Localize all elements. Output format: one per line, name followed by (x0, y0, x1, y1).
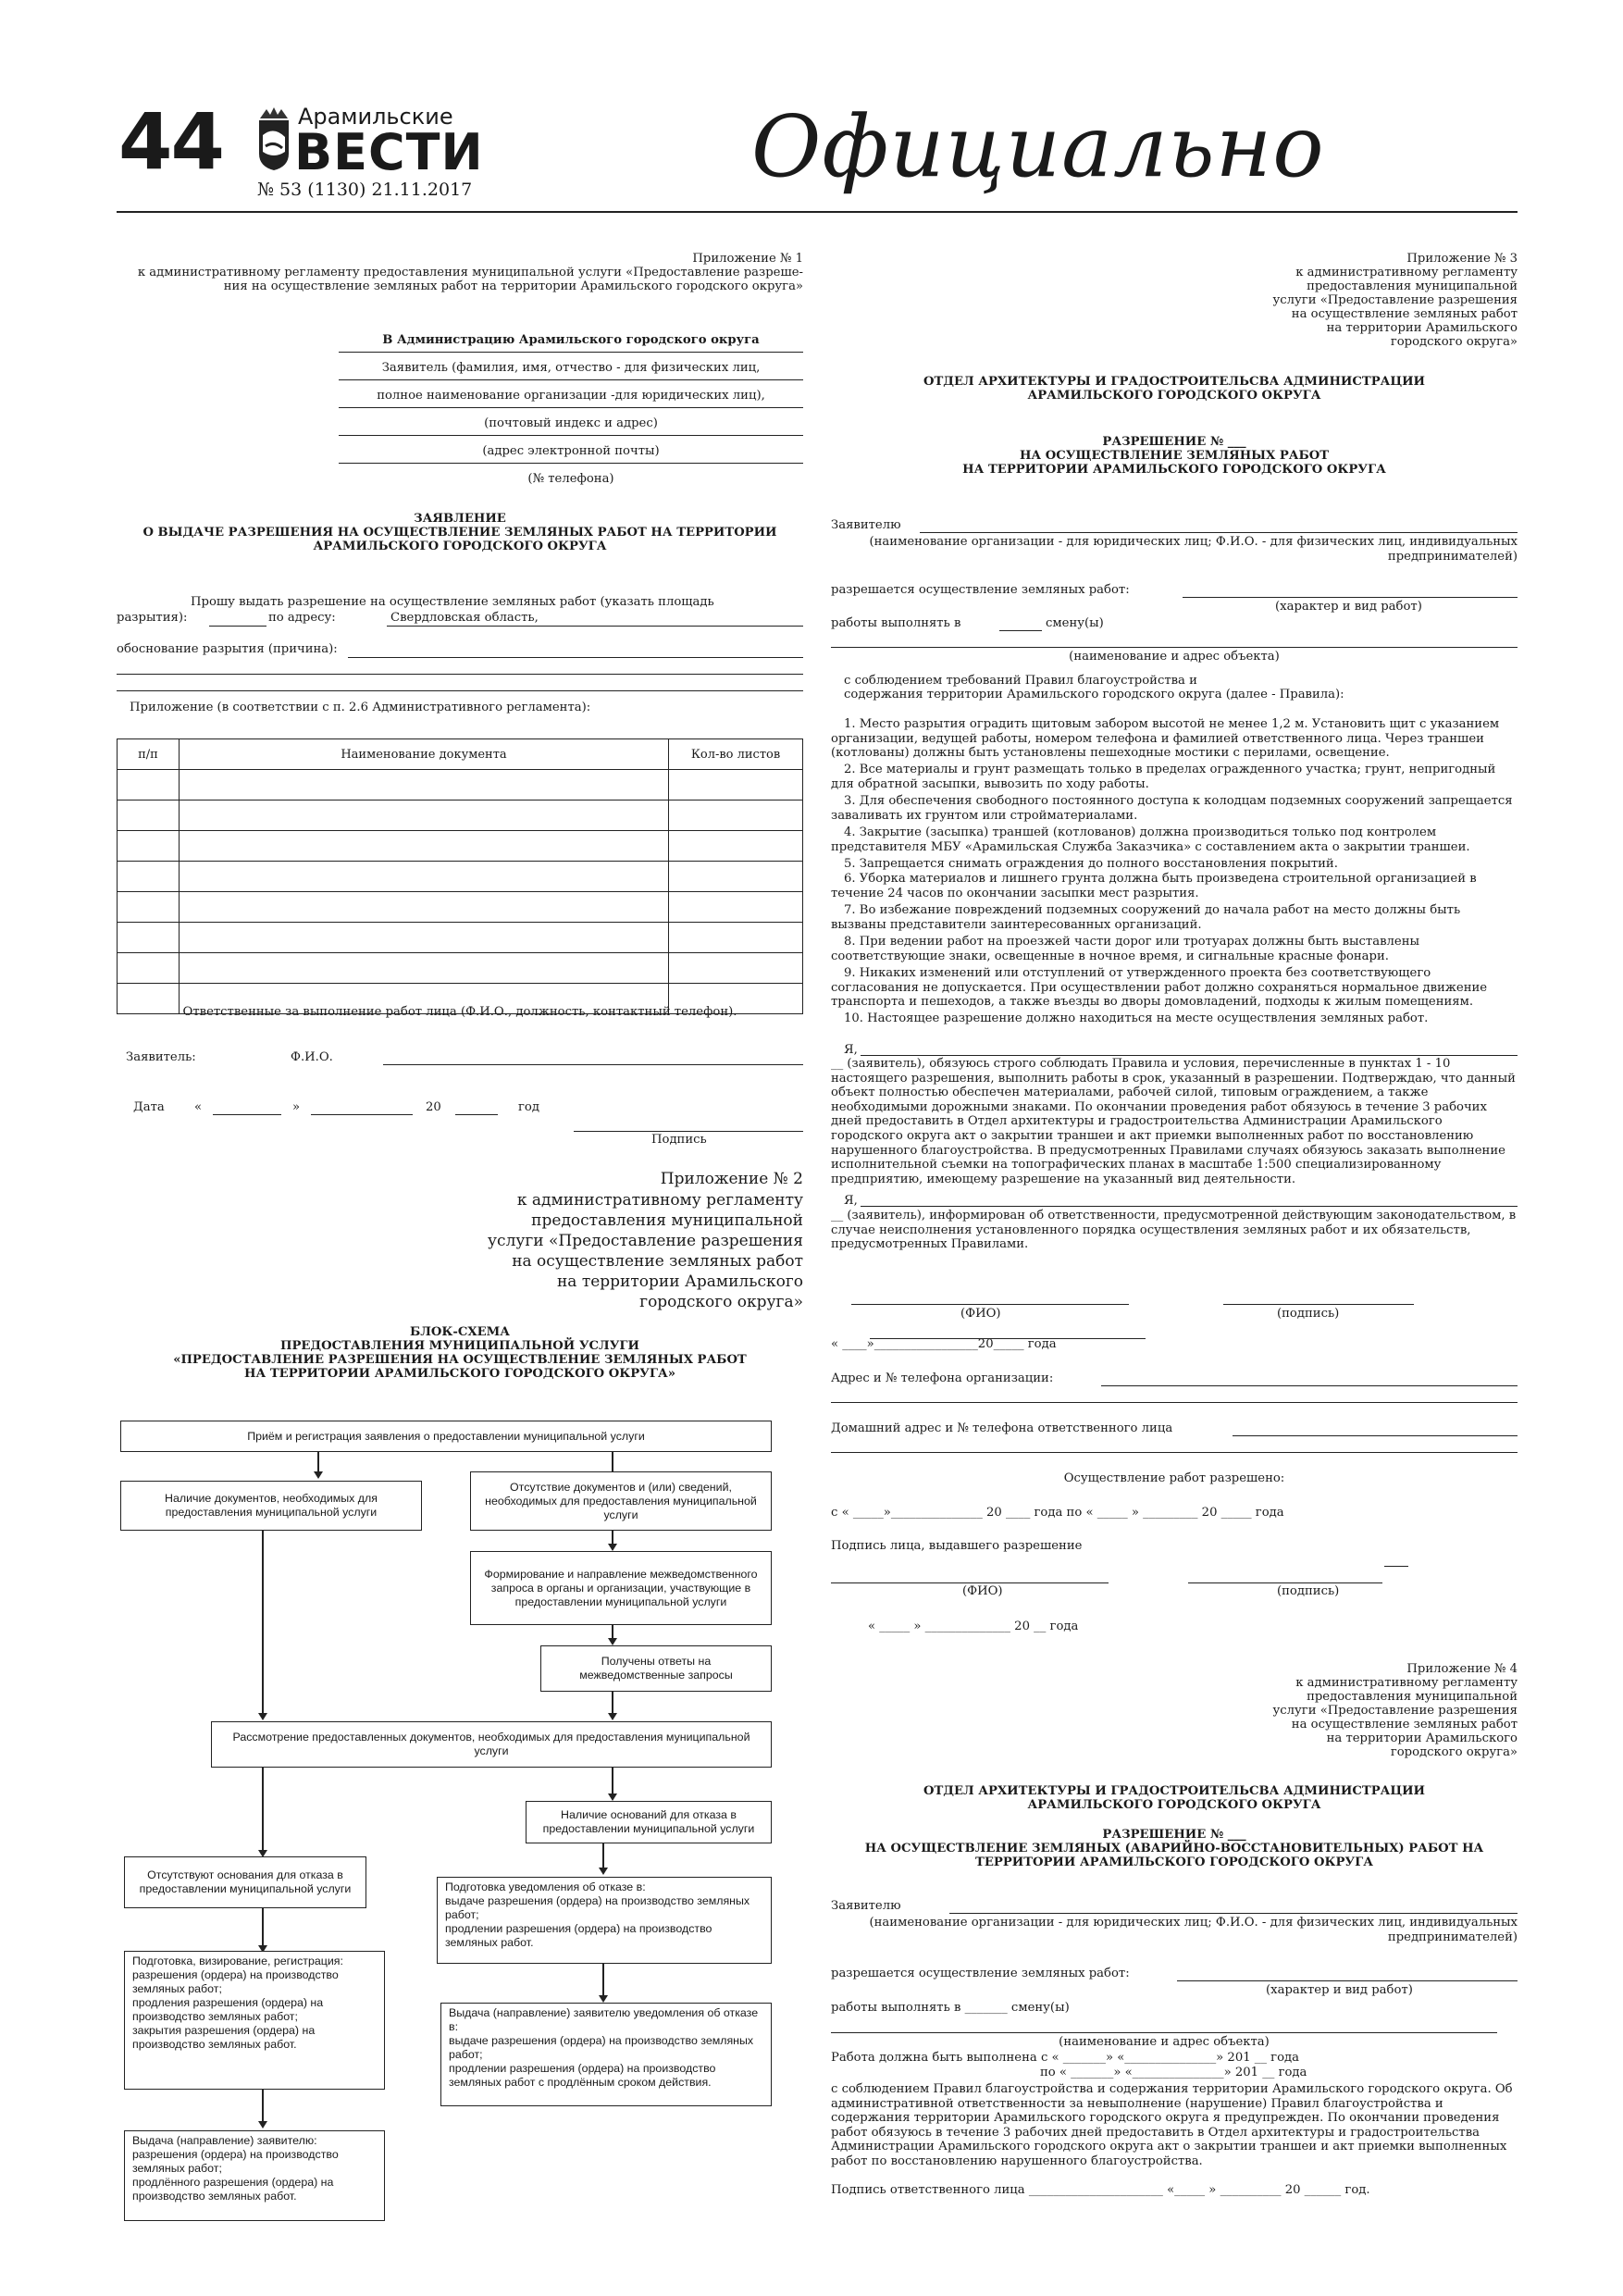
arrow-down-icon (599, 1995, 608, 2003)
app3-home-address: Домашний адрес и № телефона ответственного лица (831, 1421, 1173, 1435)
app1-title: ЗАЯВЛЕНИЕ (414, 512, 506, 526)
app1-field-label: Заявитель (фамилия, имя, отчество - для физических лиц, (381, 361, 761, 375)
app2-header-line: на осуществление земляных работ (512, 1252, 803, 1271)
app4-object-line[interactable] (831, 2032, 1497, 2033)
table-cell[interactable] (669, 923, 803, 953)
app1-field-line (339, 407, 803, 408)
app4-department: ОТДЕЛ АРХИТЕКТУРЫ И ГРАДОСТРОИТЕЛЬСВА АДМИНИСТРАЦИИ (923, 1784, 1426, 1798)
app3-item: 3. Для обеспечения свободного постоянного доступа к колодцам подземных сооружений запрещается заваливать их грунтом или стройматериалами. (831, 794, 1513, 823)
app4-body: с соблюдением Правил благоустройства и содержания территории Арамильского городского округа. Об административной ответственности за невыполнение (нарушение) Правил благоустройства и содержания территории Арамильского городского округа я предупрежден. По окончании проведения работ обязуюсь в течение 3 рабочих дней предоставить в Отдел архитектуры и градостроительства Администрации Арамильского городского округа акт о закрытии траншеи и акт приемки выполненных работ по восстановлению нарушенного благоустройства. (831, 2082, 1513, 2168)
app3-title: НА ТЕРРИТОРИИ АРАМИЛЬСКОГО ГОРОДСКОГО ОКРУГА (962, 463, 1386, 477)
app1-documents-table (117, 738, 803, 1014)
app3-signer: Подпись лица, выдавшего разрешение (831, 1539, 1083, 1553)
app1-reason: обоснование разрытия (причина): (117, 642, 338, 656)
app1-month-line[interactable] (311, 1114, 413, 1115)
app3-item: 7. Во избежание повреждений подземных сооружений до начала работ на место должны быть вызваны представители заинтересованных организаций. (831, 903, 1461, 932)
app3-signer-mark-line (1384, 1566, 1408, 1567)
table-cell[interactable] (669, 800, 803, 831)
table-cell[interactable] (669, 892, 803, 923)
app1-responsible: Ответственные за выполнение работ лица (Ф.И.О., должность, контактный телефон). (182, 1005, 737, 1019)
app3-rules: с соблюдением требований Правил благоустройства и (844, 674, 1197, 688)
table-cell[interactable] (180, 923, 669, 953)
brand-name: ВЕСТИ (294, 123, 484, 181)
app3-header-line: на осуществление земляных работ (1291, 307, 1518, 321)
app3-sign-line[interactable] (1223, 1304, 1414, 1305)
issue-info: № 53 (1130) 21.11.2017 (257, 180, 473, 200)
app3-item: 6. Уборка материалов и лишнего грунта должна быть произведена строительной организацией в течение 24 часов по окончании засыпки мест разрытия. (831, 872, 1477, 900)
app1-address-line (387, 626, 803, 627)
app3-applicant-note: предпринимателей) (1387, 550, 1518, 564)
app3-item: 4. Закрытие (засыпка) траншей (котлованов) должна производиться только под контролем представителя МБУ «Арамильская Служба Заказчика» с составлением акта о закрытии траншеи. (831, 825, 1470, 854)
flow-box-refusal-delivery: Выдача (направление) заявителю уведомления об отказе в: выдаче разрешения (ордера) на производство земляных работ; продлении разрешения (ордера) на производство земляных работ с продлённым сроком действия. (440, 2003, 772, 2106)
table-header-cell: п/п (118, 739, 180, 770)
app3-carry-out: Осуществление работ разрешено: (1063, 1471, 1285, 1485)
app4-applicant: Заявителю (831, 1899, 901, 1913)
table-cell[interactable] (180, 892, 669, 923)
app1-reason-line[interactable] (117, 674, 803, 675)
app3-item: 10. Настоящее разрешение должно находиться на месте осуществления земляных работ. (844, 1011, 1429, 1025)
app3-shifts-line[interactable] (999, 630, 1042, 631)
table-cell[interactable] (118, 892, 180, 923)
app3-applicant-note: (наименование организации - для юридических лиц; Ф.И.О. - для физических лиц, индивидуальных (869, 535, 1518, 549)
app3-informed: __ (заявитель), информирован об ответственности, предусмотренной действующим законодательством, в случае неисполнения установленного порядка осуществления земляных работ и их обязательств, предусмотренных Правилами. (831, 1209, 1517, 1252)
table-row[interactable] (118, 892, 803, 923)
table-cell[interactable] (118, 770, 180, 800)
app4-sign-line[interactable]: Подпись ответственного лица ______________________ «_____ » __________ 20 ______ год. (831, 2183, 1370, 2197)
app2-header-line: услуги «Предоставление разрешения (488, 1232, 803, 1250)
table-header-row (118, 739, 803, 770)
app1-address-value[interactable]: Свердловская область, (390, 611, 539, 625)
app3-title: РАЗРЕШЕНИЕ № ___ (1102, 435, 1246, 449)
app3-item: 9. Никаких изменений или отступлений от утвержденного проекта без соответствующего согласования не допускается. При осуществлении работ должно сохраняться нормальное движение транспорта и пешеходов, а также въезды во дворы домовладений, подходы к жилым помещениям. (831, 966, 1488, 1010)
app4-title: НА ОСУЩЕСТВЛЕНИЕ ЗЕМЛЯНЫХ (АВАРИЙНО-ВОССТАНОВИТЕЛЬНЫХ) РАБОТ НА (864, 1842, 1484, 1855)
app3-home-address-line[interactable] (831, 1452, 1518, 1453)
flow-box-answers-received: Получены ответы на межведомственные запросы (540, 1645, 772, 1692)
app2-title: БЛОК-СХЕМА (409, 1325, 510, 1339)
flow-box-refusal-grounds: Наличие оснований для отказа в предоставлении муниципальной услуги (526, 1801, 772, 1843)
app1-request: Прошу выдать разрешение на осуществление земляных работ (указать площадь (191, 595, 714, 609)
section-title: Официально (751, 97, 1325, 196)
flow-box-intake: Приём и регистрация заявления о предоставлении муниципальной услуги (120, 1421, 772, 1452)
app1-field-label: полное наименование организации -для юридических лиц), (377, 389, 765, 403)
app1-field-label: (адрес электронной почты) (482, 444, 660, 458)
app4-header-line: на территории Арамильского (1326, 1731, 1518, 1745)
app1-year-word: год (518, 1100, 539, 1114)
app3-department: АРАМИЛЬСКОГО ГОРОДСКОГО ОКРУГА (1027, 389, 1321, 403)
table-row[interactable] (118, 923, 803, 953)
app3-fio-line[interactable] (851, 1304, 1129, 1305)
brand-top: Арамильские (298, 104, 453, 130)
app1-reason-line[interactable] (348, 657, 803, 658)
flow-connector (612, 1692, 613, 1714)
app3-home-address-line[interactable] (1233, 1435, 1518, 1436)
table-cell[interactable] (180, 800, 669, 831)
header-rule (117, 211, 1518, 213)
table-cell[interactable] (118, 923, 180, 953)
page-number: 44 (118, 96, 223, 187)
table-header-cell: Наименование документа (180, 739, 669, 770)
app1-day-line[interactable] (213, 1114, 281, 1115)
app4-applicant-note: (наименование организации - для юридических лиц; Ф.И.О. - для физических лиц, индивидуальных (869, 1916, 1518, 1930)
app3-object-note: (наименование и адрес объекта) (1069, 650, 1280, 664)
app1-fio-label: Ф.И.О. (291, 1050, 333, 1064)
app4-header-line: к административному регламенту (1295, 1676, 1518, 1690)
app3-sign-label: (подпись) (1277, 1307, 1340, 1321)
flow-connector (317, 1451, 319, 1473)
app3-date-line-2[interactable]: « _____ » ______________ 20 __ года (868, 1620, 1079, 1633)
flow-box-interagency-request: Формирование и направление межведомственного запроса в органы и организации, участвующие в предоставлении муниципальной услуги (470, 1551, 772, 1625)
flow-connector (602, 1842, 604, 1869)
table-cell[interactable] (118, 800, 180, 831)
app1-reason-line[interactable] (117, 690, 803, 691)
app1-title: О ВЫДАЧЕ РАЗРЕШЕНИЯ НА ОСУЩЕСТВЛЕНИЕ ЗЕМЛЯНЫХ РАБОТ НА ТЕРРИТОРИИ (142, 526, 777, 540)
app4-header-line: предоставления муниципальной (1307, 1690, 1518, 1704)
quote-open: « (194, 1100, 203, 1114)
flow-box-permit-delivery: Выдача (направление) заявителю: разрешения (ордера) на производство земляных работ; продлённого разрешения (ордера) на производство земляных работ. (124, 2130, 385, 2221)
app2-header-line: на территории Арамильского (556, 1272, 803, 1291)
flow-connector (602, 1964, 604, 1995)
app4-shifts[interactable]: работы выполнять в _______ смену(ы) (831, 2001, 1070, 2015)
app3-header-line: к административному регламенту (1295, 266, 1518, 279)
arrow-down-icon (608, 1638, 617, 1645)
flow-connector (612, 1451, 613, 1473)
flow-connector (262, 1908, 264, 1945)
app2-header-line: предоставления муниципальной (531, 1211, 803, 1230)
app1-applicant-label: Заявитель: (126, 1050, 196, 1064)
table-cell[interactable] (180, 862, 669, 892)
table-cell[interactable] (118, 953, 180, 984)
app3-shifts-label: работы выполнять в (831, 616, 961, 630)
table-cell[interactable] (118, 831, 180, 862)
table-row[interactable] (118, 862, 803, 892)
app3-signer-sign-label: (подпись) (1277, 1584, 1340, 1598)
app3-applicant: Заявителю (831, 518, 901, 532)
arrow-down-icon (258, 2121, 267, 2128)
flow-connector (262, 1530, 264, 1713)
app3-signer-fio-label: (ФИО) (962, 1584, 1003, 1598)
app3-shifts-word: смену(ы) (1046, 616, 1104, 630)
flow-box-review: Рассмотрение предоставленных документов, необходимых для предоставления муниципальной услуги (211, 1721, 772, 1768)
app2-header-line: городского округа» (639, 1293, 803, 1311)
app1-header-line: ния на осуществление земляных работ на территории Арамильского городского округа» (223, 279, 803, 293)
arrow-down-icon (608, 1793, 617, 1801)
flow-connector (612, 1768, 613, 1795)
arrow-down-icon (608, 1544, 617, 1551)
app3-allowed: разрешается осуществление земляных работ: (831, 583, 1130, 597)
app4-header-line: услуги «Предоставление разрешения (1272, 1704, 1518, 1718)
table-cell[interactable] (669, 770, 803, 800)
table-row[interactable] (118, 800, 803, 831)
app4-nature-note: (характер и вид работ) (1266, 1983, 1413, 1997)
app3-signer-sign-line[interactable] (1188, 1582, 1382, 1583)
city-emblem-icon (257, 105, 291, 172)
app3-period[interactable]: с « _____»_______________ 20 ____ года по « _____ » _________ 20 _____ года (831, 1506, 1284, 1520)
app3-object-line[interactable] (831, 647, 1518, 648)
table-cell[interactable] (669, 953, 803, 984)
app1-field-line (339, 463, 803, 464)
app2-header-line: к административному регламенту (516, 1191, 803, 1210)
table-row[interactable] (118, 770, 803, 800)
app3-fio-label: (ФИО) (960, 1307, 1001, 1321)
app3-org-address-line[interactable] (1101, 1385, 1518, 1386)
flow-connector (262, 1768, 264, 1851)
app3-pledge: __ (заявитель), обязуюсь строго соблюдать Правила и условия, перечисленные в пунктах 1 - 10 настоящего разрешения, выполнить работы в срок, указанный в разрешении. Подтверждаю, что данный объект полностью обеспечен материалами, рабочей силой, типовым ограждением, а также необходимыми дорожными знаками. По окончании проведения работ обязуюсь в течение 3 рабочих дней предоставить в Отдел архитектуры и градостроительства Администрации Арамильского городского округа акт о закрытии траншеи и акт приемки выполненных работ по восстановлению нарушенного благоустройства. В предусмотренных Правилами случаях обязуюсь заказать выполнение исполнительной съемки на топографических планах в масштабе 1:500 специализированному предприятию, имеющему разрешение на указанный вид деятельности. (831, 1057, 1516, 1186)
app1-signature-label: Подпись (651, 1133, 707, 1147)
app3-item: 5. Запрещается снимать ограждения до полного восстановления покрытий. (844, 857, 1338, 871)
app4-title: РАЗРЕШЕНИЕ № ___ (1102, 1828, 1246, 1842)
app3-pledge-i: Я, (844, 1043, 858, 1057)
table-cell[interactable] (180, 831, 669, 862)
app3-applicant-line[interactable] (920, 532, 1518, 533)
app3-pledge-name-line[interactable] (861, 1055, 1518, 1056)
app4-header-line: Приложение № 4 (1406, 1662, 1518, 1676)
arrow-down-icon (258, 1713, 267, 1720)
table-header-cell: Кол-во листов (669, 739, 803, 770)
app3-informed-i: Я, (844, 1194, 858, 1208)
app1-year-line[interactable] (455, 1114, 498, 1115)
app4-deadline-from[interactable]: Работа должна быть выполнена с « _______» «_______________» 201 __ года (831, 2051, 1300, 2065)
app1-request-address: по адресу: (268, 611, 336, 625)
app3-item: 1. Место разрытия оградить щитовым забором высотой не менее 1,2 м. Установить щит с указанием организации, ведущей работы, номером телефона и фамилией ответственного лица. Через траншеи (котлованы) должны быть установлены пешеходные мостики с перилами, освещение. (831, 717, 1500, 761)
app1-date-label: Дата (133, 1100, 165, 1114)
table-cell[interactable] (669, 831, 803, 862)
app1-header-line: Приложение № 1 (692, 252, 803, 266)
app4-header-line: на осуществление земляных работ (1291, 1718, 1518, 1731)
app2-header-line: Приложение № 2 (660, 1170, 803, 1188)
app1-year-prefix: 20 (426, 1100, 441, 1114)
flow-box-refusal-notice: Подготовка уведомления об отказе в: выдаче разрешения (ордера) на производство земляных работ; продлении разрешения (ордера) на производство земляных работ. (437, 1877, 772, 1964)
app1-field-line (339, 352, 803, 353)
flow-box-docs-missing: Отсутствие документов и (или) сведений, необходимых для предоставления муниципальной услуги (470, 1471, 772, 1531)
table-cell[interactable] (180, 770, 669, 800)
app3-org-address: Адрес и № телефона организации: (831, 1371, 1054, 1385)
app1-field-line (339, 435, 803, 436)
arrow-down-icon (599, 1868, 608, 1875)
app3-date-line[interactable]: « ____»_________________20_____ года (831, 1337, 1057, 1351)
app3-header-line: на территории Арамильского (1326, 321, 1518, 335)
flow-box-no-refusal-grounds: Отсутствуют основания для отказа в предоставлении муниципальной услуги (124, 1856, 366, 1908)
app3-org-address-line[interactable] (831, 1402, 1518, 1403)
app2-title: ПРЕДОСТАВЛЕНИЯ МУНИЦИПАЛЬНОЙ УСЛУГИ (280, 1339, 639, 1353)
app1-applicant-line[interactable] (383, 1064, 803, 1065)
app3-header-line: городского округа» (1390, 335, 1518, 349)
app3-item: 8. При ведении работ на проезжей части дорог или тротуарах должны быть выставлены соответствующие знаки, освещенные в ночное время, и сигнальные красные фонари. (831, 935, 1419, 963)
app1-recipient: В Администрацию Арамильского городского округа (382, 333, 760, 347)
app3-header-line: предоставления муниципальной (1307, 279, 1518, 293)
app1-field-label: (№ телефона) (527, 472, 614, 486)
app1-attachment: Приложение (в соответствии с п. 2.6 Административного регламента): (130, 701, 591, 714)
app3-signer-fio-line[interactable] (831, 1582, 1109, 1583)
app1-title: АРАМИЛЬСКОГО ГОРОДСКОГО ОКРУГА (313, 540, 607, 553)
app3-header-line: услуги «Предоставление разрешения (1272, 293, 1518, 307)
app4-applicant-line[interactable] (949, 1913, 1518, 1914)
app4-object-note: (наименование и адрес объекта) (1059, 2035, 1270, 2049)
app2-title: «ПРЕДОСТАВЛЕНИЕ РАЗРЕШЕНИЯ НА ОСУЩЕСТВЛЕНИЕ ЗЕМЛЯНЫХ РАБОТ (173, 1353, 747, 1367)
app1-field-line (339, 379, 803, 380)
app3-item: 2. Все материалы и грунт размещать только в пределах огражденного участка; грунт, непригодный для обратной засыпки, вывозить по ходу работы. (831, 763, 1496, 791)
table-row[interactable] (118, 831, 803, 862)
app3-nature-note: (характер и вид работ) (1275, 600, 1422, 614)
app1-area-line[interactable] (209, 626, 266, 627)
flow-box-docs-present: Наличие документов, необходимых для предоставления муниципальной услуги (120, 1481, 422, 1531)
app2-title: НА ТЕРРИТОРИИ АРАМИЛЬСКОГО ГОРОДСКОГО ОКРУГА» (244, 1367, 675, 1381)
flow-box-permit-preparation: Подготовка, визирование, регистрация: разрешения (ордера) на производство земляных работ; продления разрешения (ордера) на производство земляных работ; закрытия разрешения (ордера) на производство земляных работ. (124, 1951, 385, 2090)
app4-allowed: разрешается осуществление земляных работ: (831, 1967, 1130, 1980)
arrow-down-icon (314, 1471, 323, 1479)
arrow-down-icon (608, 1713, 617, 1720)
app3-rules: содержания территории Арамильского городского округа (далее - Правила): (844, 688, 1344, 701)
app3-header-line: Приложение № 3 (1406, 252, 1518, 266)
app4-applicant-note: предпринимателей) (1387, 1930, 1518, 1944)
app4-header-line: городского округа» (1390, 1745, 1518, 1759)
table-cell[interactable] (669, 862, 803, 892)
app1-request-area: разрытия): (117, 611, 188, 625)
quote-close: » (292, 1100, 301, 1114)
app1-field-label: (почтовый индекс и адрес) (484, 416, 658, 430)
app1-signature-line[interactable] (574, 1131, 803, 1132)
app4-deadline-to[interactable]: по « _______» «_______________» 201 __ года (1040, 2066, 1307, 2079)
app4-department: АРАМИЛЬСКОГО ГОРОДСКОГО ОКРУГА (1027, 1798, 1321, 1812)
app3-works-line[interactable] (1183, 597, 1518, 598)
app3-title: НА ОСУЩЕСТВЛЕНИЕ ЗЕМЛЯНЫХ РАБОТ (1019, 449, 1330, 463)
app1-header-line: к административному регламенту предоставления муниципальной услуги «Предоставление разреше- (137, 266, 803, 279)
app3-department: ОТДЕЛ АРХИТЕКТУРЫ И ГРАДОСТРОИТЕЛЬСВА АДМИНИСТРАЦИИ (923, 375, 1426, 389)
table-cell[interactable] (118, 862, 180, 892)
app3-informed-name-line[interactable] (861, 1206, 1518, 1207)
flow-connector (262, 2090, 264, 2121)
table-cell[interactable] (180, 953, 669, 984)
app4-title: ТЕРРИТОРИИ АРАМИЛЬСКОГО ГОРОДСКОГО ОКРУГА (975, 1855, 1373, 1869)
table-row[interactable] (118, 953, 803, 984)
app4-works-line[interactable] (1177, 1980, 1518, 1981)
